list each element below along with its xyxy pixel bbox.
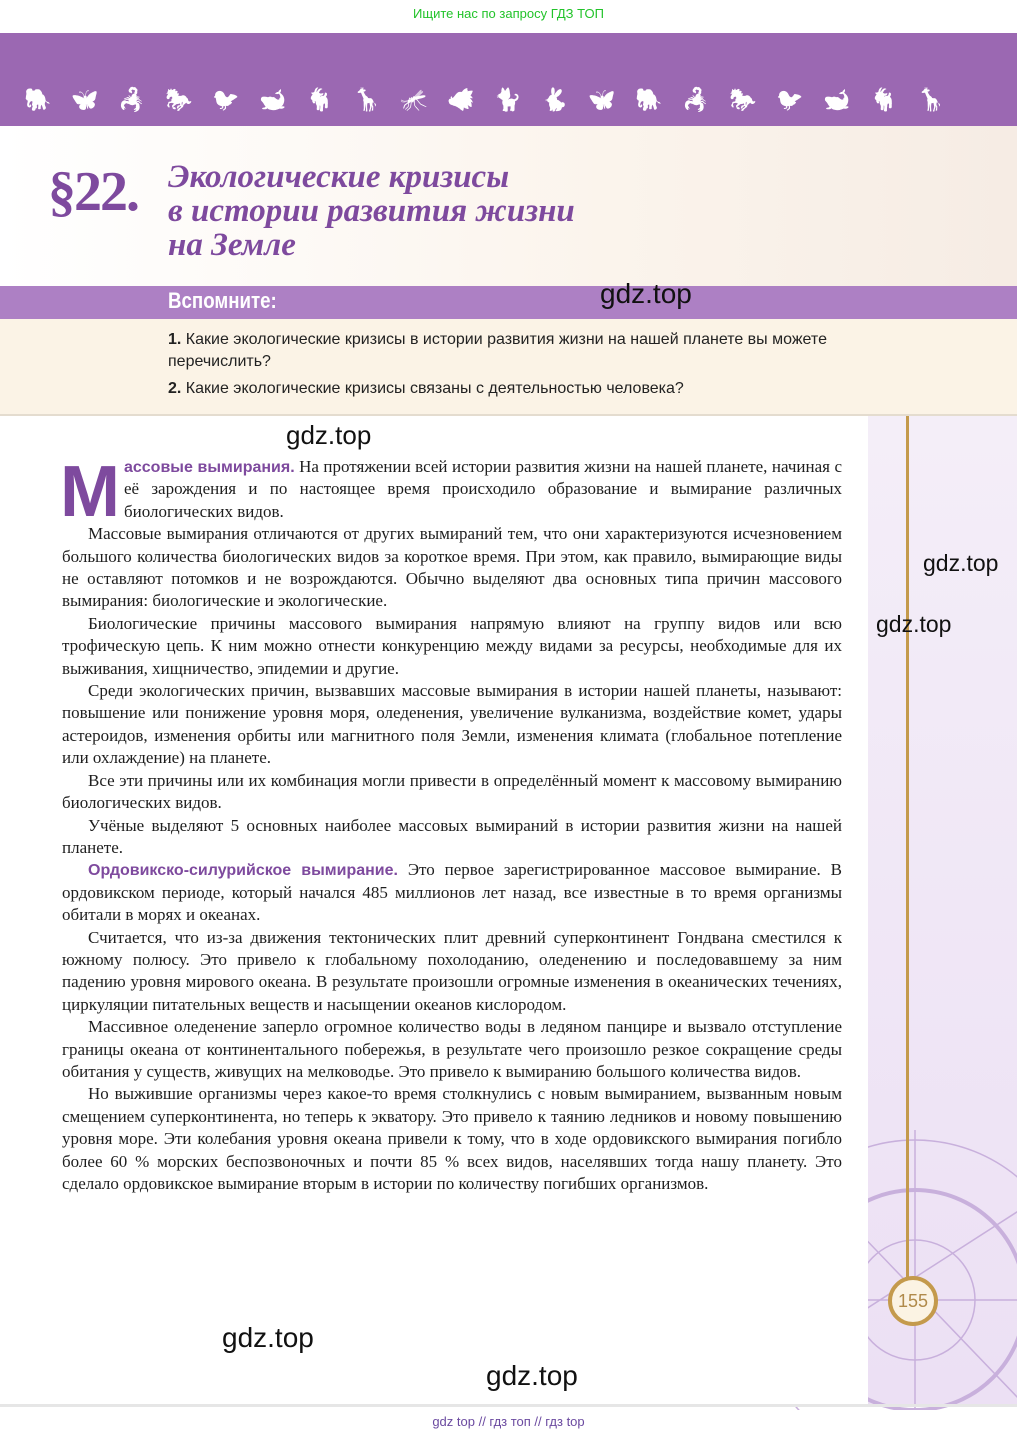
title-line: Экологические кризисы xyxy=(168,159,510,195)
watermark: gdz.top xyxy=(876,611,952,637)
paragraph xyxy=(60,452,842,532)
paragraph: Массивное оледенение заперло огромное количество воды в ледяном панцире и вызвало отступление границы океана от континентального побережья, в результате чего произошло резкое сокращение среды обитания у существ, живущих на мелководье. Это привело к вымиранию большого количества видов. xyxy=(62,1017,842,1081)
animal-icon: 🐈 xyxy=(494,87,522,112)
animal-icon: 🦒 xyxy=(353,87,381,112)
question-number: 1. xyxy=(168,331,182,348)
footer-links[interactable]: gdz top // гдз топ // гдз top xyxy=(432,1414,585,1429)
paragraph: Все эти причины или их комбинация могли привести в определённый момент к массовому вымиранию биологических видов. xyxy=(62,770,842,813)
body-text xyxy=(60,452,842,1195)
page-title xyxy=(168,160,575,262)
animal-icon: 🐗 xyxy=(447,87,475,112)
watermark: gdz.top xyxy=(600,278,692,309)
paragraph: Но выжившие организмы через какое-то время столкнулись с новым вымиранием, вызванным новым смещением суперконтинента, но теперь к экватору. Это привело к таянию ледников и новому повышению уровня море. Эти колебания уровня океана привели к тому, что в ходе ордовикского вымирания погибло более 60 % морских беспозвоночных и почти 85 % всех видов, населявших тогда нашу планету. Это сделало ордовикское вымирание вторым в истории по количеству погибших организмов. xyxy=(62,1084,842,1193)
section-heading: ассовые вымирания. xyxy=(123,459,295,476)
animal-icon: 🦂 xyxy=(118,87,146,112)
paragraph: Массовые вымирания отличаются от других вымираний тем, что они характеризуются исчезновением большого количества биологических видов за короткое время. При этом, как правило, вымирающие виды не оставляют потомков и не возрождаются. Обычно выделяют два основных типа причин массового вымирания: биологические и экологические. xyxy=(62,524,842,611)
animal-icon: 🐘 xyxy=(24,87,52,112)
animal-icon: 🦋 xyxy=(71,87,99,112)
paragraph: Среди экологических причин, вызвавших массовые вымирания в истории нашей планеты, называют: повышение или понижение уровня моря, оледенения, увеличение вулканизма, воздействие комет, удары астероидов, изменения орбиты или магнитного поля Земли, изменения климата (глобальное потепление или охлаждение) на планете. xyxy=(62,681,842,768)
animal-icon: 🐋 xyxy=(823,87,851,112)
question-text: Какие экологические кризисы в истории развития жизни на нашей планете вы можете перечислить? xyxy=(168,331,827,370)
question-text: Какие экологические кризисы связаны с деятельностью человека? xyxy=(185,380,684,397)
animal-icon: 🐘 xyxy=(635,87,663,112)
animal-icon: 🐦 xyxy=(776,87,804,112)
recall-question xyxy=(168,378,858,400)
animal-icon: 🦂 xyxy=(682,87,710,112)
animal-icon: 🐎 xyxy=(165,87,193,112)
drop-cap: М xyxy=(60,452,120,532)
header-banner xyxy=(0,33,1017,126)
title-line: в истории развития жизни xyxy=(168,193,575,229)
animal-icon: 🐐 xyxy=(870,87,898,112)
recall-bar xyxy=(0,286,1017,319)
section-heading: Ордовикско-силурийское вымирание. xyxy=(88,862,398,880)
question-number: 2. xyxy=(168,380,182,397)
recall-question xyxy=(168,329,858,373)
top-note: Ищите нас по запросу ГДЗ ТОП xyxy=(413,6,604,21)
paragraph: Считается, что из-за движения тектонических плит древний суперконтинент Гондвана сместился к южному полюсу. Это привело к глобальному похолоданию, оледенению и последовавшему за ним падению уровня мирового океана. В результате произошли огромные изменения в океанических течениях, циркуляции питательных веществ и насыщении океанов кислородом. xyxy=(62,927,842,1014)
watermark: gdz.top xyxy=(923,550,999,576)
watermark: gdz.top xyxy=(222,1322,314,1353)
watermark: gdz.top xyxy=(286,420,372,450)
title-line: на Земле xyxy=(168,227,296,263)
animal-icon: 🐋 xyxy=(259,87,287,112)
animal-icon: 🐇 xyxy=(541,87,569,112)
recall-label: Вспомните: xyxy=(168,288,277,313)
watermark: gdz.top xyxy=(486,1360,578,1391)
page-number: 155 xyxy=(888,1276,938,1326)
footer-divider xyxy=(0,1404,1017,1407)
animal-icon: 🐎 xyxy=(729,87,757,112)
gold-margin-line xyxy=(906,416,909,1278)
animal-icon: 🦟 xyxy=(400,87,428,112)
paragraph-text: На протяжении всей истории развития жизни на нашей планете, начиная с её зарождения и по настоящее время происходило образование и вымирание различных биологических видов. xyxy=(123,457,842,521)
animal-icons-row xyxy=(24,87,944,113)
paragraph-text: Это первое зарегистрированное массовое вымирание. В ордовикском периоде, который начался 485 миллионов лет назад, все известные в то время организмы обитали в морях и океанах. xyxy=(62,860,842,925)
animal-icon: 🦒 xyxy=(917,87,945,112)
animal-icon: 🐦 xyxy=(212,87,240,112)
paragraph xyxy=(62,859,842,926)
animal-icon: 🦋 xyxy=(588,87,616,112)
paragraph-number: §22. xyxy=(48,161,138,223)
paragraph: Биологические причины массового вымирания напрямую влияют на группу видов или всю трофическую цепь. К ним можно отнести конкуренцию между видами за ресурсы, необходимые для их выживания, хищничество, эпидемии и другие. xyxy=(62,613,842,678)
paragraph: Учёные выделяют 5 основных наиболее массовых вымираний в истории развития жизни на нашей планете. xyxy=(62,815,842,857)
animal-icon: 🐐 xyxy=(306,87,334,112)
